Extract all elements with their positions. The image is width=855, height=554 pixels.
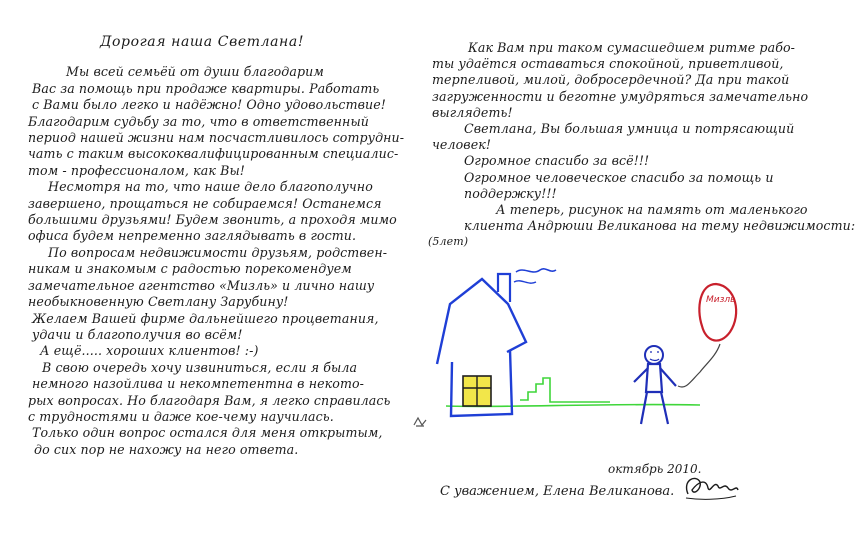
letter-body-right xyxy=(424,40,855,251)
boy-drawing xyxy=(634,346,676,424)
smoke-drawing xyxy=(516,269,556,272)
cat-drawing xyxy=(414,418,426,426)
letter-line: В свою очередь хочу извиниться, если я была xyxy=(42,359,358,375)
letter-line: А теперь, рисунок на память от маленького xyxy=(496,202,808,218)
letter-line: Светлана, Вы большая умница и потрясающий xyxy=(464,121,795,137)
letter-date: октябрь 2010. xyxy=(608,462,702,476)
letter-line: выглядеть! xyxy=(432,104,513,120)
letter-line: завершено, прощаться не собираемся! Останемся xyxy=(28,195,382,211)
letter-line: Огромное человеческое спасибо за помощь и xyxy=(464,169,774,185)
letter-line: необыкновенную Светлану Зарубину! xyxy=(28,294,289,310)
letter-line: Как Вам при таком сумасшедшем ритме рабо- xyxy=(468,40,796,55)
child-drawing xyxy=(400,264,800,464)
letter-closing: С уважением, Елена Великанова. xyxy=(440,484,675,499)
letter-line: человек! xyxy=(432,137,492,153)
letter-line: до сих пор не нахожу на него ответа. xyxy=(34,441,299,457)
letter-line: клиента Андрюши Великанова на тему недвижимости: xyxy=(464,218,855,234)
letter-line: Мы всей семьёй от души благодарим xyxy=(66,64,324,80)
letter-line: Только один вопрос остался для меня открытым, xyxy=(32,425,383,441)
letter-line: с Вами было легко и надёжно! Одно удовольствие! xyxy=(32,97,386,113)
steps-drawing xyxy=(520,378,610,402)
letter-line: Вас за помощь при продаже квартиры. Работать xyxy=(32,80,380,96)
letter-line: терпеливой, милой, добросердечной? Да при такой xyxy=(432,72,790,88)
letter-line: удачи и благополучия во всём! xyxy=(32,326,243,342)
letter-line: (5лет) xyxy=(428,235,469,249)
balloon-text: Мизль xyxy=(706,295,736,305)
letter-line: с трудностями и даже кое-чему научилась. xyxy=(28,408,334,424)
letter-line: А ещё..... хороших клиентов! :-) xyxy=(40,343,259,359)
letter-line: замечательное агентство «Мизль» и лично нашу xyxy=(28,277,375,293)
balloon-drawing xyxy=(678,284,736,387)
letter-line: большими друзьями! Будем звонить, а проходя мимо xyxy=(28,212,397,228)
signature-drawing xyxy=(680,470,740,506)
letter-line: офиса будем непременно заглядывать в гости. xyxy=(28,228,357,244)
letter-page-left xyxy=(0,0,405,554)
letter-line: загруженности и беготне умудряться замечательно xyxy=(432,88,809,104)
house-drawing xyxy=(437,269,556,416)
letter-line: поддержку!!! xyxy=(464,185,557,201)
letter-line: Несмотря на то, что наше дело благополучно xyxy=(48,179,373,195)
letter-line: чать с таким высококвалифицированным специалис- xyxy=(28,146,399,162)
letter-line: Желаем Вашей фирме дальнейшего процветания, xyxy=(32,310,379,326)
chimney-drawing xyxy=(498,274,510,302)
letter-salutation: Дорогая наша Светлана! xyxy=(100,34,305,50)
letter-line: Благодарим судьбу за то, что в ответственный xyxy=(28,113,370,129)
letter-line: немного назойлива и некомпетентна в некото- xyxy=(32,376,365,392)
letter-page-right xyxy=(400,0,855,554)
letter-line: ты удаётся оставаться спокойной, приветливой, xyxy=(432,56,784,72)
letter-body-left xyxy=(28,64,405,458)
letter-line: Огромное спасибо за всё!!! xyxy=(464,153,650,169)
letter-line: никам и знакомым с радостью порекомендуем xyxy=(28,261,352,277)
letter-line: период нашей жизни нам посчастливилось сотрудни- xyxy=(28,130,405,146)
letter-line: По вопросам недвижимости друзьям, родствен- xyxy=(48,244,388,260)
letter-line: том - профессионалом, как Вы! xyxy=(28,162,245,178)
letter-line: рых вопросах. Но благодаря Вам, я легко справилась xyxy=(28,392,391,408)
balloon-string xyxy=(678,344,720,387)
